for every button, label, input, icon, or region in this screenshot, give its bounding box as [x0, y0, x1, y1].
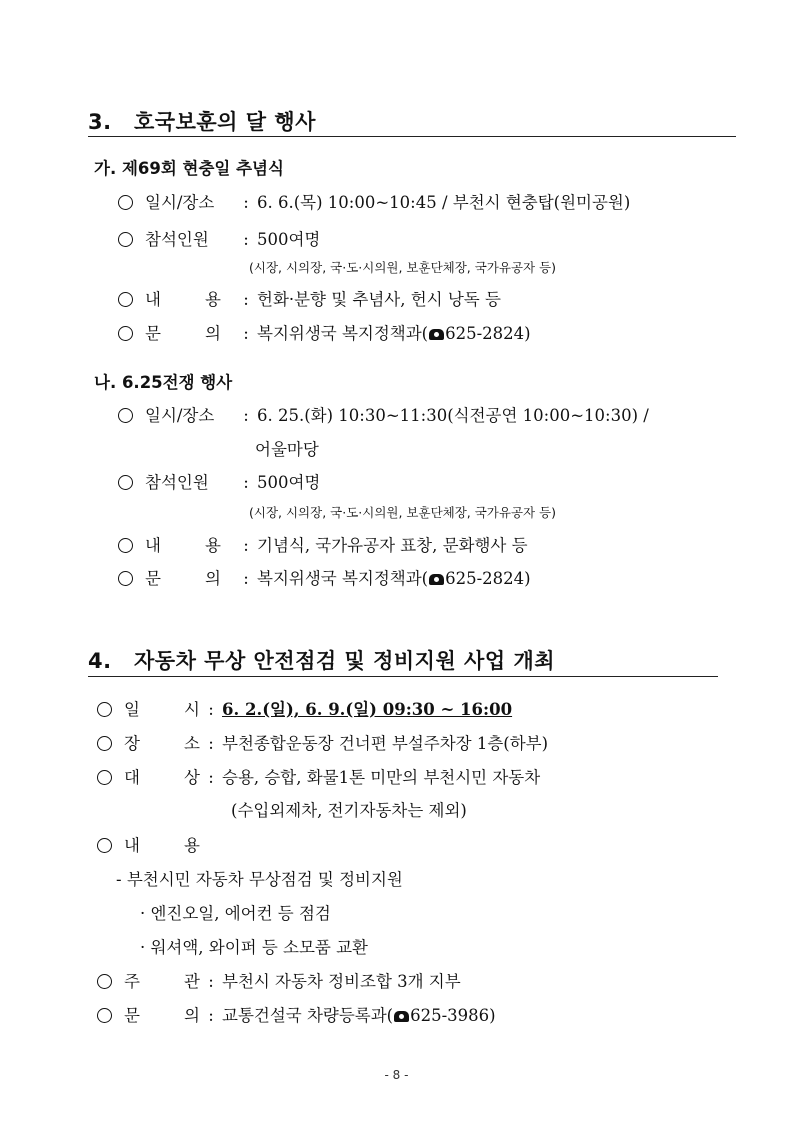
s3a-row-attendees: 참석인원 : 500여명	[118, 226, 320, 250]
s3b-row-datetime: 일시/장소 : 6. 25.(화) 10:30~11:30(식전공연 10:00~10:30) /	[118, 402, 649, 426]
circle-bullet-icon	[97, 838, 112, 853]
subsection-a-heading: 가. 제69회 현충일 추념식	[94, 159, 284, 178]
s3a-attendees-note: (시장, 시의장, 국·도·시의원, 보훈단체장, 국가유공자 등)	[249, 260, 557, 275]
s4-row-place: 장 소 : 부천종합운동장 건너편 부설주차장 1층(하부)	[97, 730, 548, 754]
circle-bullet-icon	[118, 326, 133, 341]
section-3-title	[88, 106, 316, 136]
section-4-title	[88, 645, 555, 675]
section-title-text: 호국보훈의 달 행사	[134, 110, 316, 134]
circle-bullet-icon	[118, 571, 133, 586]
section-3-rule	[88, 136, 736, 137]
s4-target-note: (수입외제차, 전기자동차는 제외)	[231, 801, 467, 820]
s4-content-subitem: · 엔진오일, 에어컨 등 점검	[140, 904, 331, 923]
s3b-row-inquiry: 문 의 : 복지위생국 복지정책과( 625-2824)	[118, 565, 531, 589]
section-4-rule	[88, 676, 718, 677]
s3b-attendees-note: (시장, 시의장, 국·도·시의원, 보훈단체장, 국가유공자 등)	[249, 505, 557, 520]
section-number: 4.	[88, 649, 112, 673]
circle-bullet-icon	[118, 475, 133, 490]
circle-bullet-icon	[97, 702, 112, 717]
circle-bullet-icon	[118, 195, 133, 210]
telephone-icon	[429, 329, 444, 340]
circle-bullet-icon	[118, 292, 133, 307]
circle-bullet-icon	[97, 974, 112, 989]
s4-row-inquiry: 문 의 : 교통건설국 차량등록과( 625-3986)	[97, 1002, 496, 1026]
s4-row-organizer: 주 관 : 부천시 자동차 정비조합 3개 지부	[97, 968, 461, 992]
section-title-text: 자동차 무상 안전점검 및 정비지원 사업 개최	[134, 649, 556, 673]
circle-bullet-icon	[118, 538, 133, 553]
s4-row-target: 대 상 : 승용, 승합, 화물1톤 미만의 부천시민 자동차	[97, 764, 540, 788]
s4-row-content: 내 용	[97, 832, 200, 856]
circle-bullet-icon	[97, 1008, 112, 1023]
subsection-b-heading: 나. 6.25전쟁 행사	[94, 373, 233, 392]
s3b-row-content: 내 용 : 기념식, 국가유공자 표창, 문화행사 등	[118, 532, 528, 556]
telephone-icon	[429, 574, 444, 585]
s3b-row-attendees: 참석인원 : 500여명	[118, 469, 320, 493]
page-number: - 8 -	[384, 1068, 409, 1082]
circle-bullet-icon	[118, 232, 133, 247]
s4-content-item: - 부천시민 자동차 무상점검 및 정비지원	[116, 870, 403, 889]
s3a-row-inquiry: 문 의 : 복지위생국 복지정책과( 625-2824)	[118, 320, 531, 344]
s3a-row-content: 내 용 : 헌화·분향 및 추념사, 헌시 낭독 등	[118, 286, 501, 310]
telephone-icon	[394, 1011, 409, 1022]
section-number: 3.	[88, 110, 112, 134]
s3a-row-datetime: 일시/장소 : 6. 6.(목) 10:00~10:45 / 부천시 현충탑(원미공원)	[118, 189, 630, 213]
s3b-datetime-line2: 어울마당	[255, 440, 319, 459]
circle-bullet-icon	[97, 770, 112, 785]
s4-content-subitem: · 워셔액, 와이퍼 등 소모품 교환	[140, 938, 368, 957]
s4-row-datetime: 일 시 : 6. 2.(일), 6. 9.(일) 09:30 ~ 16:00	[97, 696, 512, 720]
circle-bullet-icon	[97, 736, 112, 751]
circle-bullet-icon	[118, 408, 133, 423]
